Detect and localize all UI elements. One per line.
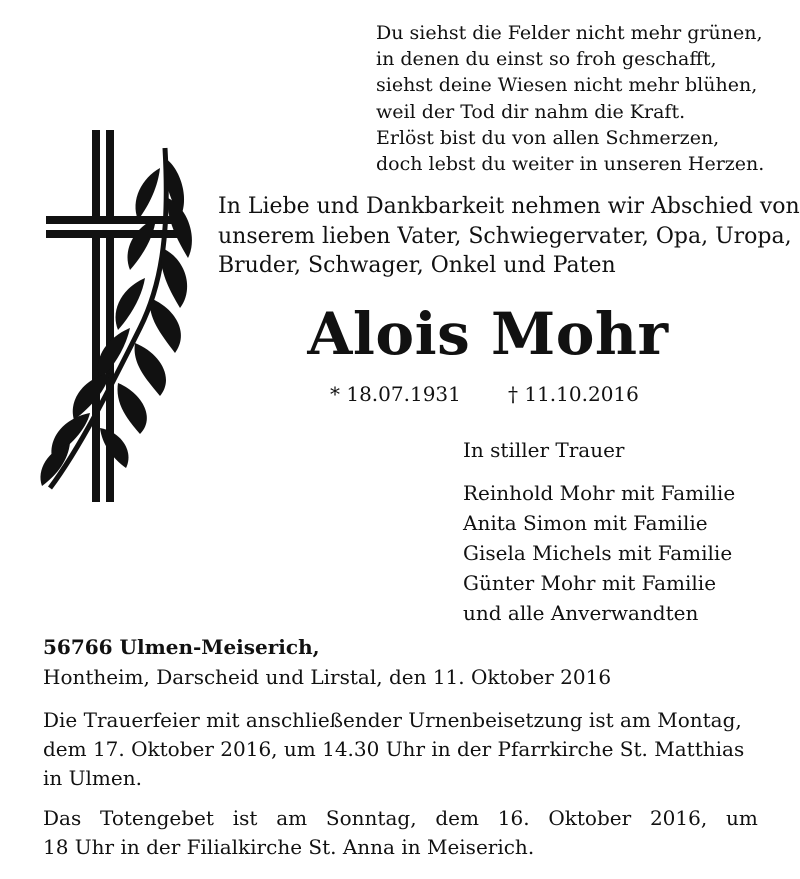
prayer-word: Das [43, 806, 82, 830]
farewell-intro [218, 192, 800, 281]
funeral-notice [43, 706, 758, 793]
mourner-item: Reinhold Mohr mit Familie [463, 481, 736, 505]
cross-with-palm-icon [30, 128, 202, 508]
prayer-line-2: 18 Uhr in der Filialkirche St. Anna in Meiserich. [43, 835, 535, 859]
prayer-notice [43, 804, 758, 862]
poem [376, 20, 786, 177]
mourner-item: Anita Simon mit Familie [463, 511, 708, 535]
mourners-list [463, 478, 735, 628]
intro-line: In Liebe und Dankbarkeit nehmen wir Abschied von [218, 194, 800, 219]
poem-line: Du siehst die Felder nicht mehr grünen, [376, 22, 763, 44]
prayer-word: Oktober [548, 806, 632, 830]
intro-line: Bruder, Schwager, Onkel und Paten [218, 253, 616, 278]
poem-line: weil der Tod dir nahm die Kraft. [376, 100, 686, 123]
funeral-line: dem 17. Oktober 2016, um 14.30 Uhr in der Pfarrkirche St. Matthias [43, 737, 745, 761]
prayer-line-1 [43, 804, 758, 833]
funeral-line: Die Trauerfeier mit anschließender Urnenbeisetzung ist am Montag, [43, 708, 742, 732]
prayer-word: am [276, 806, 308, 830]
death-date: † 11.10.2016 [508, 382, 639, 406]
birth-date: * 18.07.1931 [330, 382, 461, 406]
intro-line: unserem lieben Vater, Schwiegervater, Opa, Uropa, [218, 223, 792, 249]
funeral-line: in Ulmen. [43, 766, 142, 790]
poem-line: doch lebst du weiter in unseren Herzen. [376, 153, 765, 176]
prayer-word: dem [435, 806, 479, 830]
prayer-word: ist [232, 806, 258, 830]
poem-line: Erlöst bist du von allen Schmerzen, [376, 126, 720, 149]
location: 56766 Ulmen-Meiserich, [43, 635, 320, 659]
prayer-word: 16. [497, 806, 530, 830]
prayer-word: um [726, 806, 758, 830]
places-date: Hontheim, Darscheid und Lirstal, den 11. Oktober 2016 [43, 665, 612, 689]
poem-line: siehst deine Wiesen nicht mehr blühen, [376, 74, 758, 97]
prayer-word: Totengebet [100, 806, 214, 830]
mourner-item: Günter Mohr mit Familie [463, 571, 717, 595]
deceased-name: Alois Mohr [307, 300, 669, 368]
prayer-word: Sonntag, [325, 806, 417, 830]
poem-line: in denen du einst so froh geschafft, [376, 48, 717, 71]
mourning-heading: In stiller Trauer [463, 438, 625, 462]
prayer-word: 2016, [649, 806, 708, 830]
mourner-item: Gisela Michels mit Familie [463, 541, 733, 565]
mourner-item: und alle Anverwandten [463, 601, 699, 625]
